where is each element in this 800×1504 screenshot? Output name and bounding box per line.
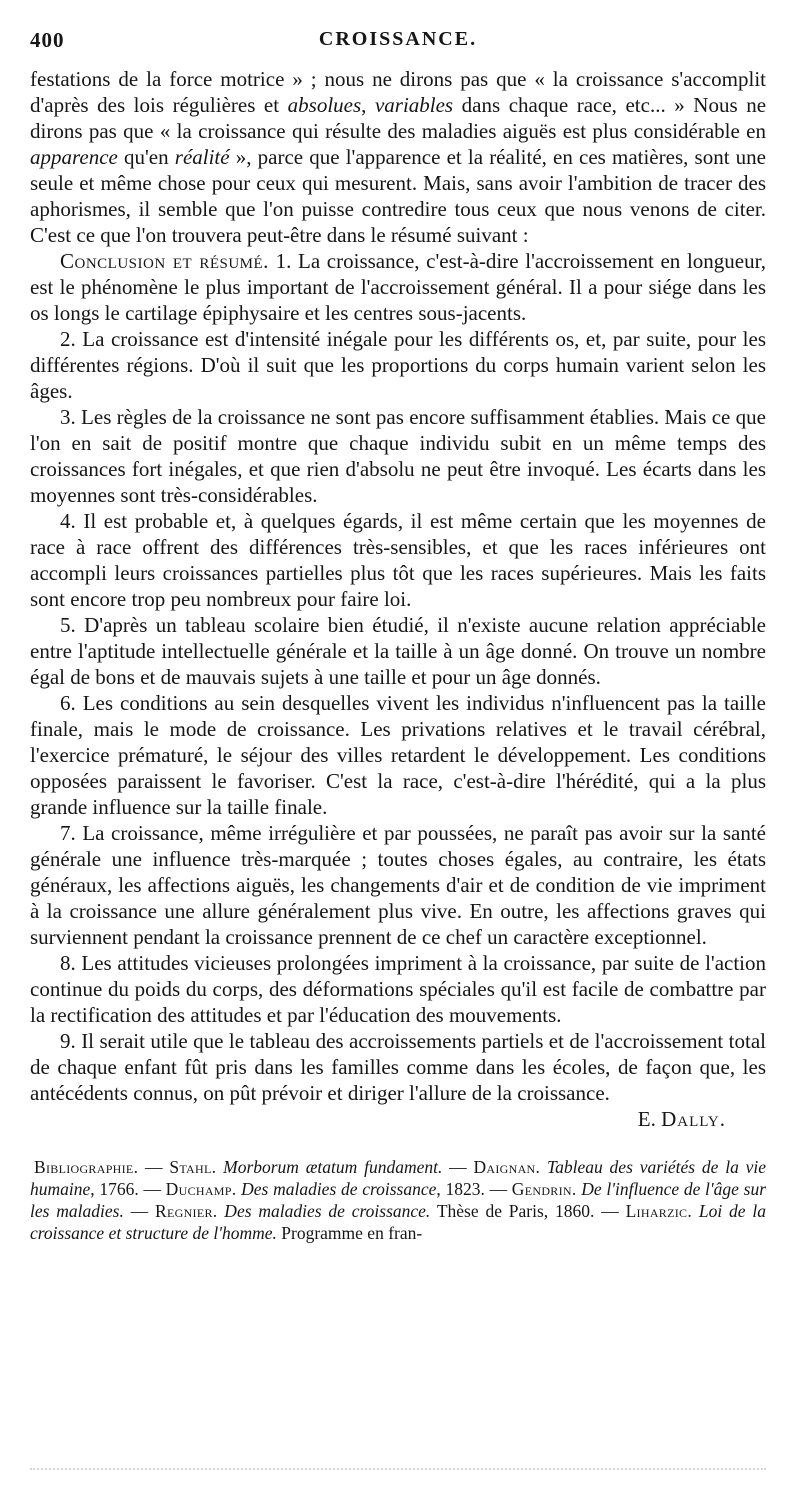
conclusion-item-3: 3. Les règles de la croissance ne sont pas encore suffisamment établies. Mais ce que l'on en sait de positif montre que chaque individu subit en un même temps des croissances fort inégales, et que rien d'absolu ne peut être invoqué. Les écarts dans les moyennes sont très-considérables.: [30, 405, 766, 507]
bib-work: Morborum ætatum fundament.: [216, 1157, 443, 1177]
bib-author: Stahl.: [169, 1157, 217, 1177]
author-signature: E. Dally.: [637, 1107, 726, 1131]
emphasis-variables: variables: [374, 93, 454, 117]
emphasis-absolues: absolues: [287, 93, 362, 117]
article-body: [30, 66, 766, 1132]
running-title: CROISSANCE.: [318, 28, 478, 50]
bib-work: Des maladies de croissance: [236, 1179, 437, 1199]
bib-work: De l'influence de l'âge sur les maladies.: [30, 1179, 767, 1221]
bibliography-label: Bibliographie.: [34, 1157, 139, 1177]
conclusion-item-7: 7. La croissance, même irrégulière et par poussées, ne paraît pas avoir sur la santé générale une influence très-marquée ; toutes choses égales, au contraire, les états généraux, les affections aiguës, les changements d'air et de condition de vie impriment à la croissance une allure généralement plus vive. En outre, les affections graves qui surviennent pendant la croissance prennent de ce chef un caractère exceptionnel.: [30, 821, 766, 949]
bibliography: Bibliographie. — Stahl. Morborum ætatum fundament. — Daignan. Tableau des variétés de la vie humaine, 1766. — Duchamp. Des maladies de croissance, 1823. — Gendrin. De l'influence de l'âge sur les maladies. — Regnier. Des maladies de croissance. Thèse de Paris, 1860. — Liharzic. Loi de la croissance et structure de l'homme. Programme en fran-: [30, 1157, 767, 1243]
conclusion-item-2: 2. La croissance est d'intensité inégale pour les différents os, et, par suite, pour les différentes régions. D'où il suit que les proportions du corps humain varient selon les âges.: [30, 327, 766, 403]
page-number: 400: [30, 28, 65, 52]
bib-author: Liharzic.: [625, 1201, 692, 1221]
document-page: [30, 28, 766, 1244]
conclusion-heading: Conclusion et résumé.: [60, 249, 269, 273]
conclusion-item-6: 6. Les conditions au sein desquelles vivent les individus n'influencent pas la taille finale, mais le mode de croissance. Les privations relatives et le travail cérébral, l'exercice prématuré, le séjour des villes retardent le développement. Les conditions opposées paraissent le favoriser. C'est la race, c'est-à-dire l'hérédité, qui a la plus grande influence sur la taille finale.: [30, 691, 766, 819]
bleed-through-line: [30, 1468, 766, 1473]
conclusion-item-5: 5. D'après un tableau scolaire bien étudié, il n'existe aucune relation appréciable entre l'aptitude intellectuelle générale et la taille à un âge donné. On trouve un nombre égal de bons et de mauvais sujets à une taille et pour un âge donnés.: [30, 613, 766, 689]
bib-author: Daignan.: [473, 1157, 541, 1177]
bib-author: Gendrin.: [511, 1179, 577, 1199]
conclusion-item-4: 4. Il est probable et, à quelques égards, il est même certain que les moyennes de race à race offrent des différences très-sensibles, et que les races inférieures ont accompli leurs croissances partielles plus tôt que les races supérieures. Mais les faits sont encore trop peu nombreux pour faire loi.: [30, 509, 766, 611]
bib-work: Loi de la croissance et structure de l'homme.: [30, 1201, 766, 1243]
bib-author: Regnier.: [155, 1201, 218, 1221]
conclusion-item-1: Conclusion et résumé. 1. La croissance, c'est-à-dire l'accroissement en longueur, est le phénomène le plus important de l'accroissement général. Il a pour siége dans les os longs le cartilage épiphysaire et les centres sous-jacents.: [30, 249, 766, 325]
emphasis-apparence: apparence: [30, 145, 118, 169]
conclusion-item-8: 8. Les attitudes vicieuses prolongées impriment à la croissance, par suite de l'action continue du poids du corps, des déformations spéciales qu'il est facile de combattre par la rectification des attitudes et par l'éducation des mouvements.: [30, 951, 766, 1027]
bib-author: Duchamp.: [165, 1179, 237, 1199]
conclusion-item-9: 9. Il serait utile que le tableau des accroissements partiels et de l'accroissement total de chaque enfant fût pris dans les familles comme dans les écoles, de façon que, les antécédents connus, on pût prévoir et diriger l'allure de la croissance.: [30, 1029, 766, 1105]
page-header: [30, 28, 766, 62]
bib-work: Tableau des variétés de la vie humaine: [30, 1157, 767, 1199]
bib-work: Des maladies de croissance.: [217, 1201, 431, 1221]
intro-paragraph: festations de la force motrice » ; nous ne dirons pas que « la croissance s'accomplit d'après des lois régulières et absolues, variables dans chaque race, etc... » Nous ne dirons pas que « la croissance qui résulte des maladies aiguës est plus considérable en apparence qu'en réalité », parce que l'apparence et la réalité, en ces matières, sont une seule et même chose pour ceux qui mesurent. Mais, sans avoir l'ambition de tracer des aphorismes, il semble que l'on puisse contredire tous ceux que nous venons de citer. C'est ce que l'on trouvera peut-être dans le résumé suivant :: [30, 67, 767, 247]
emphasis-realite: réalité: [174, 145, 230, 169]
